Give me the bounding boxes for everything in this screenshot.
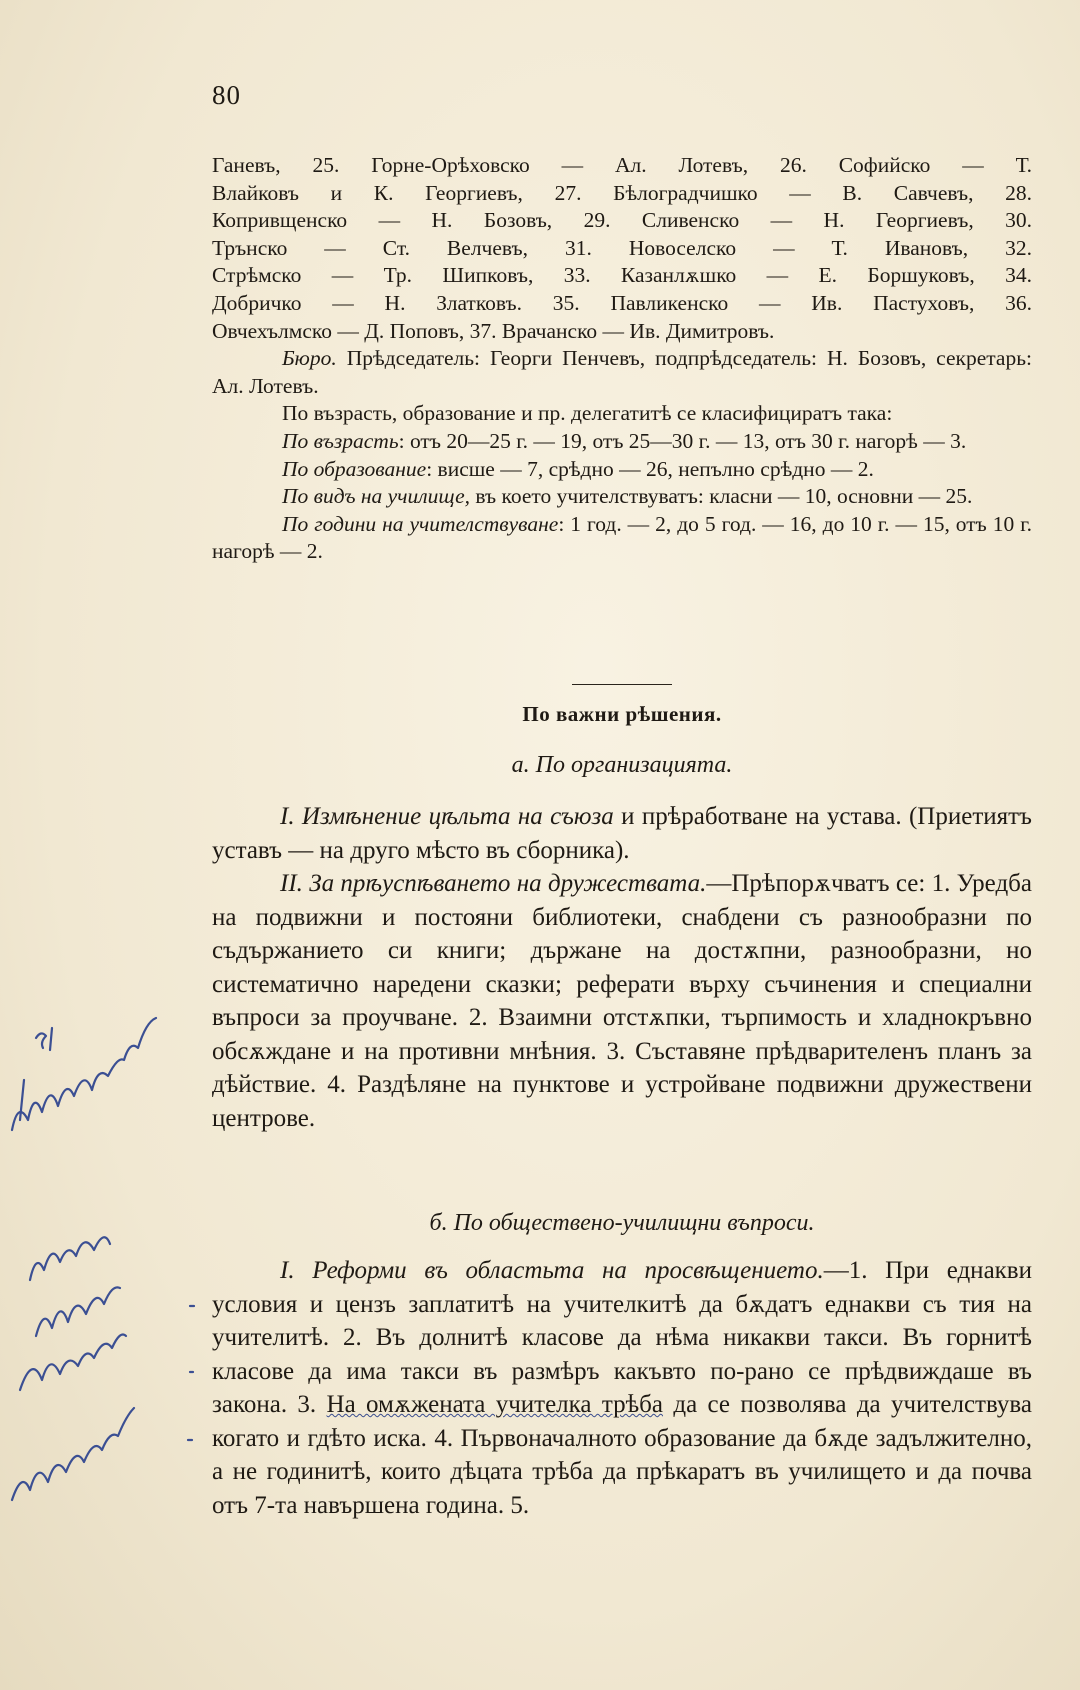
delegates-line: Ганевъ, 25. Горне-Орѣховско — Ал. Лотевъ, 26. Софийско — Т. <box>212 153 1032 177</box>
bureau-label: Бюро. <box>282 346 337 371</box>
by-age-paragraph <box>212 428 1032 456</box>
section-a-item-1-text: и прѣработване на устава. (Приетиятъ уставъ — на друго мѣсто въ сборника). <box>212 803 1032 864</box>
margin-note-scribble <box>20 1335 126 1391</box>
delegates-line: Трънско — Ст. Велчевъ, 31. Новоселско — Т. Ивановъ, 32. <box>212 235 1032 260</box>
margin-note-scribble <box>30 1237 110 1280</box>
by-age-text: : отъ 20—25 г. — 19, отъ 25—30 г. — 13, отъ 30 г. нагорѣ — 3. <box>398 428 967 453</box>
by-education-label: По образование <box>282 456 427 481</box>
classification-intro: По възрасть, образование и пр. делегатитѣ се класифициратъ така: <box>282 401 893 426</box>
section-b-body <box>212 1254 1032 1522</box>
section-b-item-1-text-a: —1. При еднакви условия и цензъ заплатитѣ на учителкитѣ да бѫдатъ еднакви съ тия на учителитѣ. 2. Въ долнитѣ класове да нѣма никакви такси. Въ горнитѣ класове да има такси въ размѣръ какъвто по-рано се прѣдвиждаше въ закона. 3. <box>212 1257 1032 1418</box>
delegates-line: Копривщенско — Н. Бозовъ, 29. Сливенско — Н. Георгиевъ, 30. <box>212 208 1032 233</box>
bureau-paragraph <box>212 345 1032 400</box>
section-a-item-1-label: I. Измѣнение цѣльта на съюза <box>280 803 614 830</box>
by-school-text: въ което учителствуватъ: класни — 10, основни — 25. <box>470 484 973 509</box>
bureau-text: Прѣдседатель: Георги Пенчевъ, подпрѣдседатель: Н. Бозовъ, секретарь: Ал. Лотевъ. <box>212 346 1032 398</box>
margin-note-scribble <box>12 1018 156 1130</box>
section-a-item-2-text: —Прѣпорѫчватъ се: 1. Уредба на подвижни и постояни библиотеки, снабдени съ разнообразни по съдържанието си книги; държане на достѫпни, разнообразни, но систематично наредени сказки; реферати върху съчинения и специални въпроси за проучване. 2. Взаимни отстѫпки, търпимость и хладнокръвно обсѫждане и на противни мнѣния. 3. Съставяне прѣдварителенъ планъ за дѣйствие. 4. Раздѣляне на пунктове и устройване подвижни дружествени центрове. <box>212 870 1032 1132</box>
section-b-item-1-text-b: да се позволява да учителствува когато и гдѣто иска. 4. Първоначалното образование да бѫде задължително, а не годинитѣ, които дѣцата трѣба да прѣкаратъ въ училището и да почва отъ 7-та навършена година. 5. <box>212 1391 1032 1519</box>
delegates-line: Добричко — Н. Златковъ. 35. Павликенско — Ив. Пастуховъ, 36. <box>212 290 1032 315</box>
delegates-line: Овчехълмско — Д. Поповъ, 37. Врачанско — Ив. Димитровъ. <box>212 318 775 343</box>
section-a-item-2 <box>212 867 1032 1135</box>
margin-note-scribble <box>12 1408 134 1500</box>
section-b-item-1 <box>212 1254 1032 1522</box>
by-school-paragraph <box>212 483 1032 511</box>
section-a-item-1 <box>212 800 1032 867</box>
handwritten-underline-phrase: На омѫжената учителка трѣба <box>326 1391 663 1418</box>
by-school-label: По видъ на училище, <box>282 484 471 509</box>
by-years-text: : 1 год. — 2, до 5 год. — 16, до 10 г. — 15, отъ 10 г. нагорѣ — 2. <box>212 511 1032 564</box>
section-b-heading: б. По обществено-училищни въпроси. <box>429 1210 815 1236</box>
delegates-block <box>212 152 1032 566</box>
by-years-paragraph <box>212 511 1032 566</box>
page-number: 80 <box>212 80 241 110</box>
section-a-item-2-label: II. За прѣуспѣването на дружествата. <box>280 870 707 897</box>
by-education-text: : висше — 7, срѣдно — 26, непълно срѣдно — 2. <box>426 456 874 481</box>
margin-note-mark <box>188 1306 194 1440</box>
delegates-line: Влайковъ и К. Георгиевъ, 27. Бѣлоградчишко — В. Савчевъ, 28. <box>212 180 1032 205</box>
handwritten-marginalia <box>0 0 220 1690</box>
margin-note-mark <box>36 1028 52 1050</box>
section-divider <box>572 684 672 685</box>
delegates-line: Стрѣмско — Тр. Шипковъ, 33. Казанлѫшко — Е. Боршуковъ, 34. <box>212 263 1032 288</box>
section-a-body <box>212 800 1032 1135</box>
margin-note-scribble <box>36 1287 120 1336</box>
by-years-label: По години на учителствуване <box>282 511 559 536</box>
section-a-heading: а. По организацията. <box>511 752 733 778</box>
by-education-paragraph <box>212 456 1032 484</box>
section-b-item-1-label: I. Реформи въ областьта на просвѣщението. <box>280 1257 824 1284</box>
by-age-label: По възрасть <box>282 428 399 453</box>
main-heading: По важни рѣшения. <box>522 702 722 726</box>
